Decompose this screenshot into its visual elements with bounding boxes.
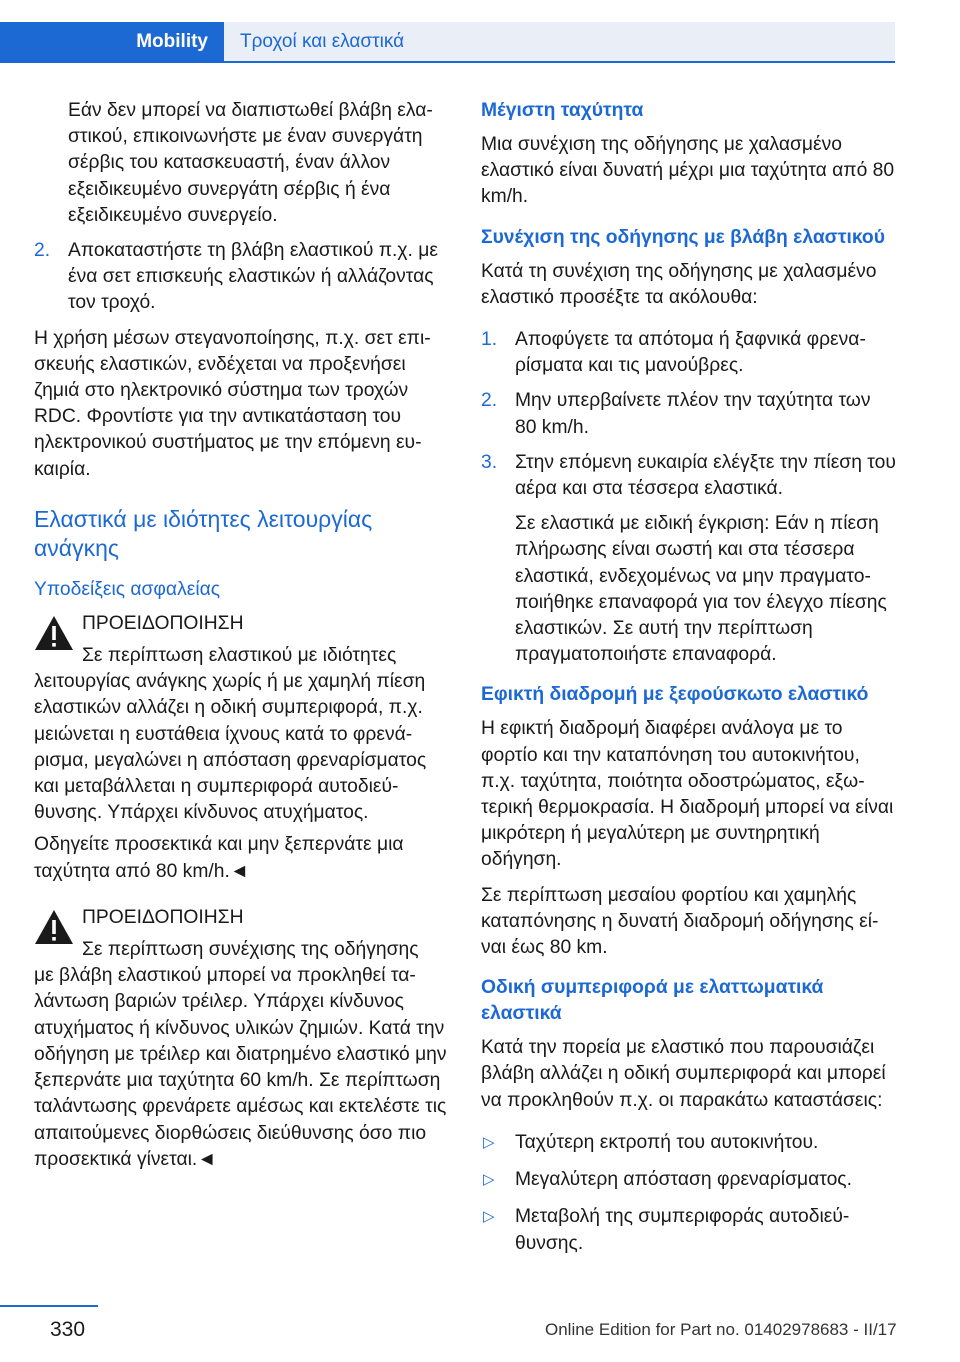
list-number: 3. bbox=[481, 451, 498, 473]
paragraph: Η χρήση μέσων στεγανοποίησης, π.χ. σετ επισκευής ελαστικών, ενδέχεται να προξενήσει ζημιά στο ηλεκτρονικό σύστημα των τροχών RDC. Φροντίστε για την αντικατάσταση του ηλεκτρονικού συστήματος με την επόμενη ευκαιρία. bbox=[34, 327, 431, 480]
paragraph: Κατά την πορεία με ελαστικό που παρουσιάζει βλάβη αλλάζει η οδική συμπεριφορά και μπορεί να προκληθούν π.χ. οι παρακάτω καταστάσεις: bbox=[481, 1037, 886, 1111]
triangle-bullet-icon: ▷ bbox=[483, 1133, 495, 1151]
left-column bbox=[34, 98, 452, 1182]
triangle-bullet-icon: ▷ bbox=[483, 1208, 495, 1226]
warning-title: ΠΡΟΕΙΔΟΠΟΙΗΣΗ bbox=[82, 906, 244, 928]
list-item-text: Αποφύγετε τα απότομα ή ξαφνικά φρεναρίσματα και τις μανούβρες. bbox=[515, 329, 866, 377]
list-item bbox=[481, 327, 897, 379]
bullet-text: Ταχύτερη εκτροπή του αυτοκινήτου. bbox=[515, 1131, 819, 1153]
warning-text-rest: με βλάβη ελαστικού μπορεί να προκληθεί ταλάντωση βαριών τρέιλερ. Υπάρχει κίνδυνος ατυχήματος ή κίνδυνος υλικών ζημιών. Κατά την οδήγηση με τρέιλερ και διατρημένο ελαστικό μην ξεπερνάτε μια ταχύτητα 60 km/h. Σε περίπτωση ταλάντωσης φρενάρετε αμέσως και εκτελέστε τις απαιτούμενες διορθώσεις διεύθυνσης όσο πιο προσεκτικά γίνεται.◄ bbox=[34, 965, 447, 1170]
warning-triangle-icon bbox=[34, 615, 74, 651]
bullet-item bbox=[481, 1204, 897, 1256]
subsection-heading: Οδική συμπεριφορά με ελαττωματικά ελαστικά bbox=[481, 977, 824, 1025]
list-item bbox=[481, 388, 897, 440]
subsection-heading: Εφικτή διαδρομή με ξεφούσκωτο ελαστικό bbox=[481, 684, 869, 706]
warning-title: ΠΡΟΕΙΔΟΠΟΙΗΣΗ bbox=[82, 612, 244, 634]
bullet-item bbox=[481, 1130, 897, 1156]
list-item bbox=[34, 238, 452, 317]
list-item bbox=[481, 450, 897, 502]
chapter-tab: Τροχοί και ελαστικά bbox=[224, 22, 895, 62]
header-rule bbox=[0, 61, 895, 63]
paragraph: Μια συνέχιση της οδήγησης με χαλασμένο ελαστικό είναι δυνατή μέχρι μια ταχύτητα από 80 km/h. bbox=[481, 134, 895, 208]
subsection-heading: Συνέχιση της οδήγησης με βλάβη ελαστικού bbox=[481, 226, 885, 248]
list-item-note: Σε ελαστικά με ειδική έγκριση: Εάν η πίεση πλήρωσης είναι σωστή και στα τέσσερα ελαστικά, ενδεχομένως να μην πραγματοποιήθηκε επαναφορά για τον έλεγχο πίεσης ελαστικών. Σε αυτή την περίπτωση πραγματοποιήστε επαναφορά. bbox=[515, 513, 887, 666]
list-item-text: Στην επόμενη ευκαιρία ελέγξτε την πίεση του αέρα και στα τέσσερα ελαστικά. bbox=[515, 451, 896, 500]
list-number: 2. bbox=[34, 240, 51, 262]
paragraph: Η εφικτή διαδρομή διαφέρει ανάλογα με το φορτίο και την καταπόνηση του αυτοκινήτου, π.χ. ταχύτητα, ποιότητα οδοστρώματος, εξωτερική θερμοκρασία. Η διαδρομή μπορεί να είναι μικρότερη ή μεγαλύτερη με συντηρητική οδήγηση. bbox=[481, 718, 894, 871]
warning-text bbox=[34, 937, 452, 1173]
subsection-heading: Μέγιστη ταχύτητα bbox=[481, 100, 644, 121]
header-bar bbox=[0, 0, 895, 64]
list-item-text: Αποκαταστήστε τη βλάβη ελαστικού π.χ. με ένα σετ επισκευής ελαστικών ή αλλάζοντας τον τροχό. bbox=[68, 240, 438, 314]
paragraph: Σε περίπτωση μεσαίου φορτίου και χαμηλής καταπόνησης η δυνατή διαδρομή οδήγησης είναι έως 80 km. bbox=[481, 884, 879, 959]
section-tab: Mobility bbox=[0, 22, 224, 62]
page-number: 330 bbox=[50, 1318, 86, 1341]
list-item-continuation: Εάν δεν μπορεί να διαπιστωθεί βλάβη ελαστικού, επικοινωνήστε με έναν συνεργάτη σέρβις του κατασκευαστή, έναν άλλον εξειδικευμένο συνεργάτη σέρβις ή ένα εξειδικευμένο συνεργείο. bbox=[68, 100, 433, 226]
right-column bbox=[481, 98, 897, 1268]
subsection-heading: Υποδείξεις ασφαλείας bbox=[34, 578, 221, 600]
paragraph: Κατά τη συνέχιση της οδήγησης με χαλασμένο ελαστικό προσέξτε τα ακόλουθα: bbox=[481, 260, 877, 308]
warning-text-rest: λειτουργίας ανάγκης χωρίς ή με χαμηλή πίεση ελαστικών αλλάζει η οδική συμπεριφορά, π.χ. μειώνεται η ευστάθεια ίχνους κατά το φρενάρισμα, μεγαλώνει η απόσταση φρεναρίσματος και μεταβάλλεται η συμπεριφορά αυτοδιεύθυνσης. Υπάρχει κίνδυνος ατυχήματος. bbox=[34, 671, 427, 824]
warning-text-first-line: Σε περίπτωση ελαστικού με ιδιότητες bbox=[82, 645, 397, 667]
warning-block bbox=[34, 905, 452, 1173]
footer-rule bbox=[0, 1305, 98, 1307]
list-item-text: Μην υπερβαίνετε πλέον την ταχύτητα των 80 km/h. bbox=[515, 390, 871, 438]
section-heading: Ελαστικά με ιδιότητες λειτουργίας ανάγκης bbox=[34, 505, 373, 561]
warning-text-2: Οδηγείτε προσεκτικά και μην ξεπερνάτε μια ταχύτητα από 80 km/h.◄ bbox=[34, 834, 404, 882]
edition-note: Online Edition for Part no. 01402978683 - II/17 bbox=[545, 1320, 897, 1339]
bullet-text: Μεγαλύτερη απόσταση φρεναρίσματος. bbox=[515, 1169, 852, 1191]
warning-triangle-icon bbox=[34, 909, 74, 945]
bullet-item bbox=[481, 1167, 897, 1193]
list-number: 2. bbox=[481, 390, 498, 412]
list-number: 1. bbox=[481, 329, 498, 351]
triangle-bullet-icon: ▷ bbox=[483, 1171, 495, 1189]
warning-text-first-line: Σε περίπτωση συνέχισης της οδήγησης bbox=[82, 939, 419, 961]
warning-block bbox=[34, 611, 452, 885]
bullet-text: Μεταβολή της συμπεριφοράς αυτοδιεύθυνσης. bbox=[515, 1206, 850, 1254]
warning-text bbox=[34, 643, 452, 826]
